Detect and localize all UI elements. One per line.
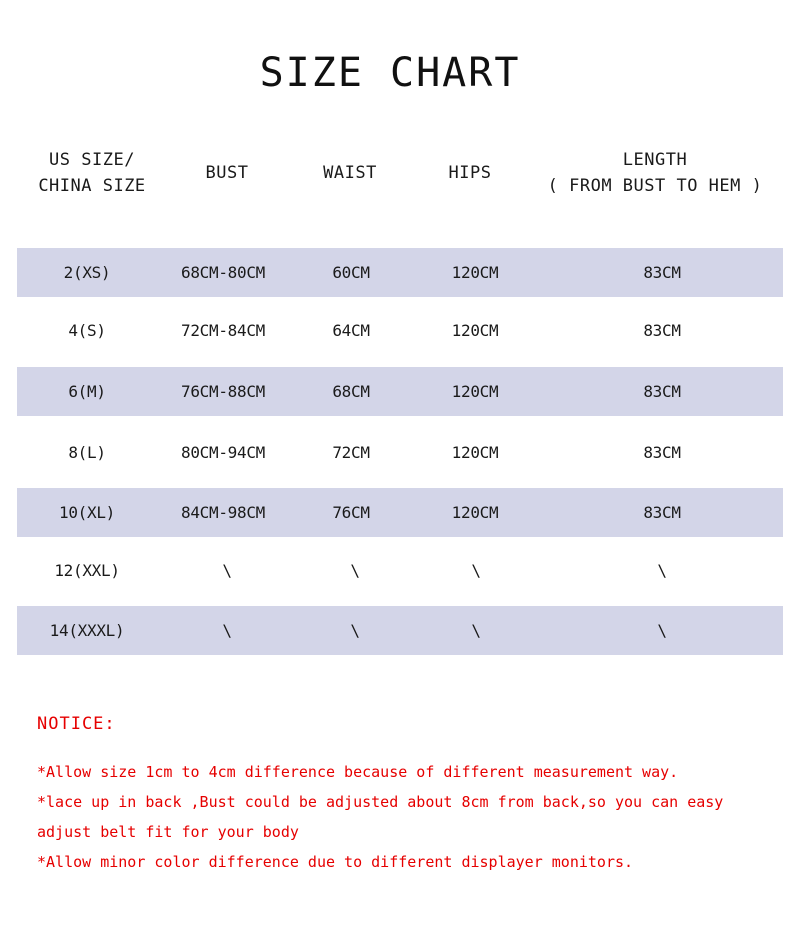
- bust-cell: \: [222, 561, 232, 580]
- length-cell: 83CM: [643, 443, 681, 462]
- table-row: [17, 606, 783, 655]
- table-row: [17, 546, 783, 595]
- header-length: LENGTH ( FROM BUST TO HEM ): [547, 150, 763, 196]
- length-cell: \: [657, 621, 667, 640]
- waist-cell: 64CM: [332, 321, 370, 340]
- table-row: [17, 248, 783, 297]
- table-row: [17, 306, 783, 355]
- notice-line-4: *Allow minor color difference due to different displayer monitors.: [37, 853, 634, 871]
- size-cell: 14(XXXL): [49, 621, 125, 640]
- bust-cell: 68CM-80CM: [181, 263, 265, 282]
- length-cell: \: [657, 561, 667, 580]
- length-cell: 83CM: [643, 382, 681, 401]
- waist-cell: 68CM: [332, 382, 370, 401]
- notice-line-1: *Allow size 1cm to 4cm difference because of different measurement way.: [37, 763, 679, 781]
- hips-cell: 120CM: [451, 443, 499, 462]
- table-row: [17, 428, 783, 477]
- bust-cell: 72CM-84CM: [181, 321, 265, 340]
- size-cell: 10(XL): [59, 503, 115, 522]
- header-size: US SIZE/ CHINA SIZE: [38, 150, 146, 196]
- table-row: [17, 488, 783, 537]
- waist-cell: \: [350, 561, 360, 580]
- size-cell: 4(S): [68, 321, 106, 340]
- size-cell: 2(XS): [63, 263, 111, 282]
- header-hips: HIPS: [448, 163, 492, 183]
- hips-cell: 120CM: [451, 321, 499, 340]
- notice-line-2: *lace up in back ,Bust could be adjusted about 8cm from back,so you can easy: [37, 793, 724, 811]
- hips-cell: 120CM: [451, 382, 499, 401]
- waist-cell: 60CM: [332, 263, 370, 282]
- notice-label: NOTICE:: [37, 714, 116, 734]
- hips-cell: 120CM: [451, 503, 499, 522]
- length-cell: 83CM: [643, 263, 681, 282]
- bust-cell: 80CM-94CM: [181, 443, 265, 462]
- size-cell: 12(XXL): [54, 561, 120, 580]
- bust-cell: 84CM-98CM: [181, 503, 265, 522]
- size-cell: 6(M): [68, 382, 106, 401]
- hips-cell: 120CM: [451, 263, 499, 282]
- waist-cell: \: [350, 621, 360, 640]
- length-cell: 83CM: [643, 503, 681, 522]
- bust-cell: \: [222, 621, 232, 640]
- header-waist: WAIST: [323, 163, 377, 183]
- hips-cell: \: [471, 621, 481, 640]
- notice-line-3: adjust belt fit for your body: [37, 823, 299, 841]
- hips-cell: \: [471, 561, 481, 580]
- length-cell: 83CM: [643, 321, 681, 340]
- page-title: SIZE CHART: [259, 50, 521, 96]
- table-row: [17, 367, 783, 416]
- size-cell: 8(L): [68, 443, 106, 462]
- header-bust: BUST: [205, 163, 249, 183]
- waist-cell: 76CM: [332, 503, 370, 522]
- waist-cell: 72CM: [332, 443, 370, 462]
- bust-cell: 76CM-88CM: [181, 382, 265, 401]
